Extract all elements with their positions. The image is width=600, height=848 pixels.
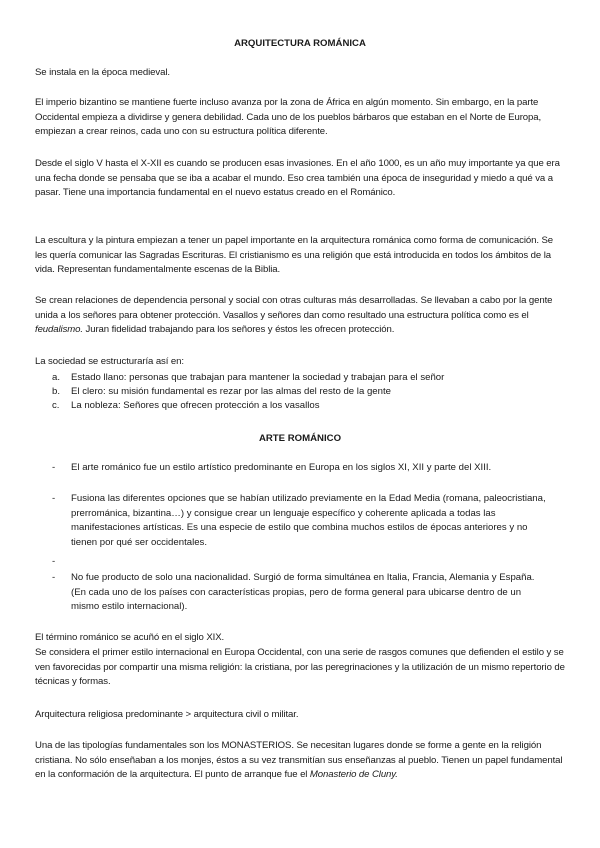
list-item-text: El arte románico fue un estilo artístico predominante en Europa en los siglos XI, XII y parte del XIII. — [71, 462, 492, 473]
list-item-text: No fue producto de solo una nacionalidad. Surgió de forma simultánea en Italia, Francia, Alemania y España. (En cada uno de los países con características propias, pero de forma general para ubicarse dentro de un mismo estilo internacional). — [71, 572, 535, 613]
paragraph-invasions: Desde el siglo V hasta el X-XII es cuando se producen esas invasiones. En el año 1000, es un año muy importante ya que era una fecha donde se pensaba que se iba a acabar el mundo. Eso crea también una época de inseguridad y miedo a qué va a pasar. Tiene una importancia fundamental en el nuevo estatus creado en el Románico. — [35, 158, 560, 199]
society-list — [52, 371, 552, 414]
list-dash: - — [52, 462, 56, 473]
list-item-text: La nobleza: Señores que ofrecen protección a los vasallos — [71, 400, 320, 412]
monasteries-text: Una de las tipologías fundamentales son los MONASTERIOS. Se necesitan lugares donde se forme a gente en la religión cristiana. No sólo enseñaban a los monjes, éstos a su vez transmitían sus enseñanzas al pueblo. Tienen un papel fundamental en la conformación de la arquitectura. El punto de arranque fue el — [35, 740, 563, 781]
list-marker: b. — [52, 386, 61, 398]
list-item — [52, 571, 552, 615]
paragraph-religious-architecture: Arquitectura religiosa predominante > arquitectura civil o militar. — [35, 709, 299, 720]
paragraph-international-style: Se considera el primer estilo internacional en Europa Occidental, con una serie de rasgos comunes que defienden el estilo y se ven favorecidas por compartir una misma religión: la cristiana, por las peregrinaciones y la utilización de un mismo repertorio de técnicas y formas. — [35, 647, 565, 688]
cluny-term: Monasterio de Cluny. — [309, 769, 398, 781]
paragraph-society-structure: La sociedad se estructuraría así en: — [35, 356, 184, 367]
list-item — [52, 492, 552, 551]
list-item — [52, 461, 552, 476]
list-marker: a. — [52, 372, 61, 383]
list-item-text: Fusiona las diferentes opciones que se habían utilizado previamente en la Edad Media (romana, paleocristiana, prerrománica, bizantina…) y consigue crear un lenguaje específico y coherente aplicada a todas las manifestaciones artísticas. Es una especie de estilo que combina muchos estilos de épocas anteriores y no tienen por qué ser occidentales. — [71, 493, 546, 549]
section-title-arte-romanico: ARTE ROMÁNICO — [258, 433, 342, 444]
paragraph-byzantine-empire: El imperio bizantino se mantiene fuerte incluso avanza por la zona de África en algún momento. Sin embargo, en la parte Occidental empieza a dividirse y genera debilidad. Cada uno de los pueblos bárbaros que estaban en el Norte de Europa, empiezan a crear reinos, cada uno con su estructura política diferente. — [35, 97, 542, 138]
list-dash: - — [52, 493, 56, 504]
list-dash: - — [52, 556, 56, 567]
paragraph-monasteries — [35, 739, 565, 783]
list-item-text: El clero: su misión fundamental es rezar por las almas del resto de la gente — [71, 386, 391, 398]
feudalism-term: feudalismo. — [35, 324, 83, 336]
page-title: ARQUITECTURA ROMÁNICA — [234, 38, 366, 49]
list-item — [52, 371, 552, 385]
paragraph-sculpture-painting: La escultura y la pintura empiezan a tener un papel importante en la arquitectura románica como forma de comunicación. Se les quería comunicar las Sagradas Escrituras. El cristianismo es una religión que está introducida en todos los ámbitos de la vida. Representan fundamentalmente escenas de la Biblia. — [35, 235, 553, 276]
paragraph-term-origin: El término románico se acuñó en el siglo XIX. — [35, 632, 225, 643]
list-dash: - — [52, 572, 56, 583]
paragraph-feudalism — [35, 294, 565, 338]
feudalism-text-before: Se crean relaciones de dependencia personal y social con otras culturas más desarrolladas. Se llevaban a cabo por la gente unida a los señores para obtener protección. Vasallos y señores dan como resultado una estructura política como es el — [35, 295, 553, 321]
list-item-text: Estado llano: personas que trabajan para mantener la sociedad y trabajan para el señor — [71, 372, 445, 383]
list-item — [52, 399, 552, 413]
feudalism-text-after: Juran fidelidad trabajando para los señores y éstos les ofrecen protección. — [82, 324, 395, 336]
list-marker: c. — [52, 400, 60, 412]
intro-paragraph: Se instala en la época medieval. — [35, 67, 170, 78]
list-item — [52, 385, 552, 399]
